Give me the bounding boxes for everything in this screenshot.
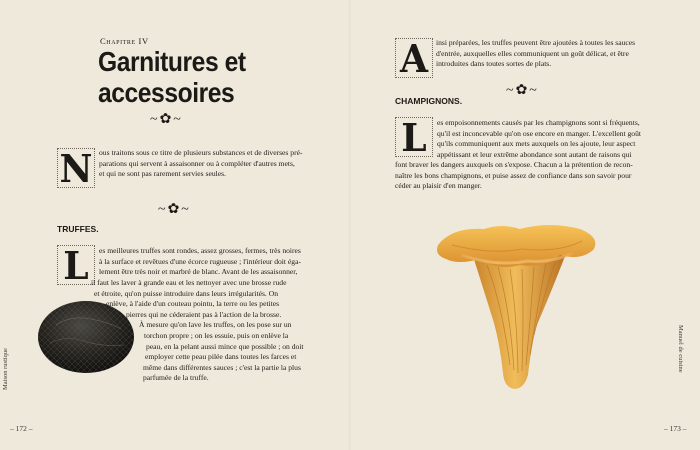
champignons-line: naître les bons champignons, et puise assez de confiance dans son savoir pour [395,170,632,180]
champignons-line: qu'ils communiquent aux mets auxquels on les ajoute, leur aspect [437,139,636,149]
intro-paragraph [99,148,309,180]
top-line: d'entrée, auxquelles elles communiquent un goût délicat, et être [436,48,629,58]
truffes-line: même dans différentes sauces ; c'est la partie la plus [143,362,301,372]
top-line: introduites dans toutes sortes de plats. [436,59,552,69]
title-ornament: ~✿~ [150,112,183,127]
champignons-line: qu'il est inconcevable qu'on ose encore en manger. L'excellent goût [437,128,642,138]
truffes-dropcap-letter: L [63,243,89,288]
champignons-heading: CHAMPIGNONS. [395,96,463,106]
truffes-line: employer cette peau pilée dans toutes les farces et [145,352,297,362]
truffes-line: peau, en la pelant aussi mince que possible ; on doit [146,341,304,351]
top-paragraph [436,38,676,70]
truffes-paragraph [99,246,309,278]
truffes-heading: TRUFFES. [57,224,99,234]
top-ornament: ~✿~ [506,83,539,98]
champignons-line: appétissant et leur extrême abondance sont autant de raisons qui [437,149,632,159]
champignons-line: es empoisonnements causés par les champignons sont si fréquents, [437,118,640,127]
top-dropcap [395,36,433,81]
truffes-line: À mesure qu'on lave les truffes, on les pose sur un [139,320,292,330]
truffes-line: lement être très noir et marbré de blanc. Avant de les assaisonner, [99,267,298,277]
intro-dropcap [57,146,95,191]
champignons-paragraph-continued [395,160,680,192]
truffes-line: es meilleures truffes sont rondes, assez grosses, fermes, très noires [99,246,301,255]
intro-dropcap-letter: N [59,146,93,191]
chapter-title: Garnitures et accessoires [98,46,246,108]
right-side-label: Manuel de cuisine [677,325,684,373]
champignons-dropcap [395,115,433,160]
left-folio: – 172 – [10,424,33,433]
intro-line: parations qui servent à assaisonner ou à compléter d'autres mets, [99,158,295,168]
left-side-label: Maison rustique [2,347,9,390]
champignons-dropcap-letter: L [401,115,427,160]
truffes-line: il faut les laver à grande eau et les nettoyer avec une brosse rude [91,278,287,287]
section-ornament: ~✿~ [158,202,191,217]
champignons-line: céder au plaisir d'en manger. [395,181,482,191]
champignons-line: font braver les dangers auxquels on s'expose. Chacun a la prétention de recon- [395,160,633,169]
truffes-line: torchon propre ; on les essuie, puis on enlève la [144,330,289,340]
top-line: insi préparées, les truffes peuvent être ajoutées à toutes les sauces [436,38,636,47]
right-page [350,0,700,450]
top-dropcap-letter: A [399,36,428,81]
champignons-paragraph [437,118,677,160]
truffes-line: pierres qui ne céderaient pas à l'action de la brosse. [126,309,282,319]
intro-line: et qui ne sont pas rarement servies seules. [99,169,226,179]
truffes-line: enlève, à l'aide d'un couteau pointu, la terre ou les petites [106,299,280,309]
truffes-line: et étroite, qu'on puisse introduire dans leurs irrégularités. On [94,288,278,298]
intro-line: ous traitons sous ce titre de plusieurs substances et de diverses pré- [99,148,303,157]
right-folio: – 173 – [664,424,687,433]
chapter-label: Chapitre IV [100,36,149,46]
chanterelle-illustration [432,215,602,395]
truffes-line: parfumée de la truffe. [143,373,209,383]
truffes-line: à la surface et revêtues d'une écorce rugueuse ; l'intérieur doit éga- [99,256,301,266]
truffes-dropcap [57,243,95,288]
truffle-illustration [36,295,138,377]
